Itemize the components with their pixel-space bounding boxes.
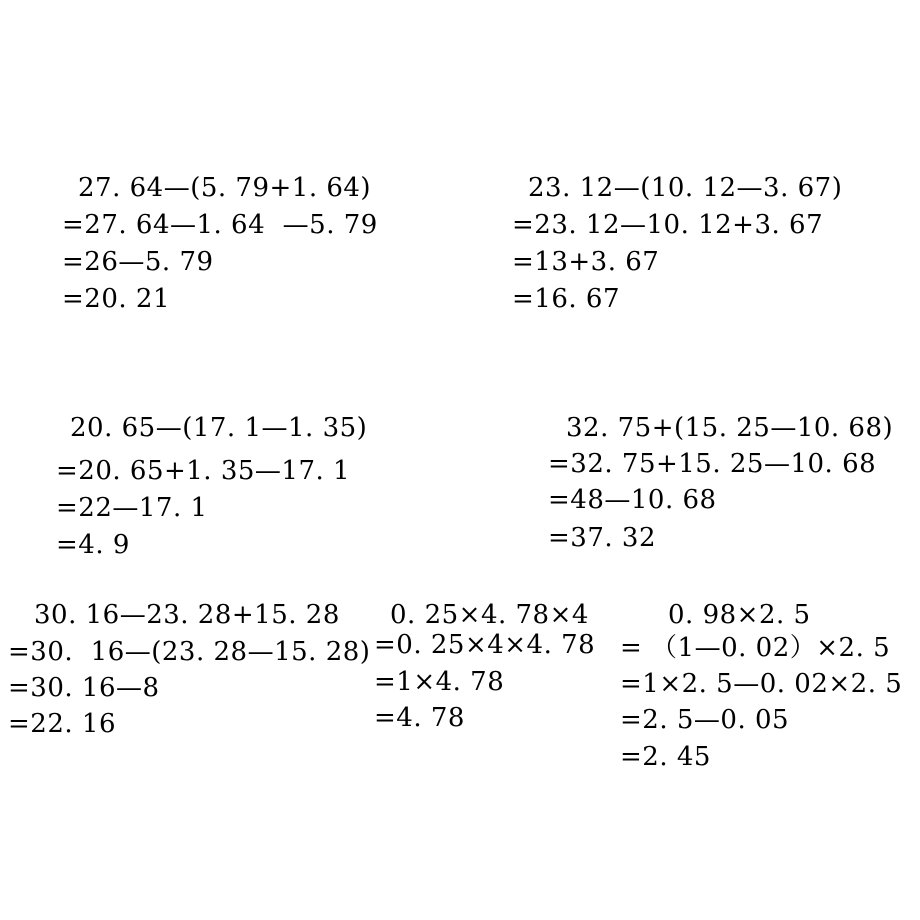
- problem-6-step-1: =0. 25×4×4. 78: [374, 630, 596, 660]
- problem-1-answer: =20. 21: [62, 284, 170, 314]
- problem-2-expression: 23. 12—(10. 12—3. 67): [528, 173, 843, 203]
- problem-6-step-2: =1×4. 78: [374, 667, 505, 697]
- problem-6-expression: 0. 25×4. 78×4: [390, 600, 589, 630]
- problem-6-answer: =4. 78: [374, 703, 465, 733]
- problem-1-step-2: =26—5. 79: [62, 247, 214, 277]
- problem-7-step-3: =2. 5—0. 05: [620, 705, 790, 735]
- problem-7-answer: =2. 45: [620, 742, 711, 772]
- problem-1-expression: 27. 64—(5. 79+1. 64): [78, 173, 372, 203]
- problem-5-step-2: =30. 16—8: [8, 673, 160, 703]
- problem-7-expression: 0. 98×2. 5: [668, 600, 811, 630]
- problem-4-answer: =37. 32: [548, 523, 656, 553]
- problem-4-step-2: =48—10. 68: [548, 485, 717, 515]
- problem-2-answer: =16. 67: [512, 284, 620, 314]
- problem-3-step-2: =22—17. 1: [56, 493, 208, 523]
- problem-7-step-2: =1×2. 5—0. 02×2. 5: [620, 669, 903, 699]
- problem-7-step-1: = （1—0. 02）×2. 5: [620, 633, 891, 663]
- problem-4-step-1: =32. 75+15. 25—10. 68: [548, 449, 877, 479]
- problem-3-step-1: =20. 65+1. 35—17. 1: [56, 456, 351, 486]
- problem-5-answer: =22. 16: [8, 709, 116, 739]
- problem-2-step-1: =23. 12—10. 12+3. 67: [512, 210, 824, 240]
- problem-5-expression: 30. 16—23. 28+15. 28: [34, 600, 340, 630]
- problem-1-step-1: =27. 64—1. 64 —5. 79: [62, 210, 378, 240]
- problem-2-step-2: =13+3. 67: [512, 247, 660, 277]
- problem-4-expression: 32. 75+(15. 25—10. 68): [566, 413, 894, 443]
- problem-3-expression: 20. 65—(17. 1—1. 35): [70, 413, 368, 443]
- problem-5-step-1: =30. 16—(23. 28—15. 28): [8, 637, 371, 667]
- problem-3-answer: =4. 9: [56, 530, 130, 560]
